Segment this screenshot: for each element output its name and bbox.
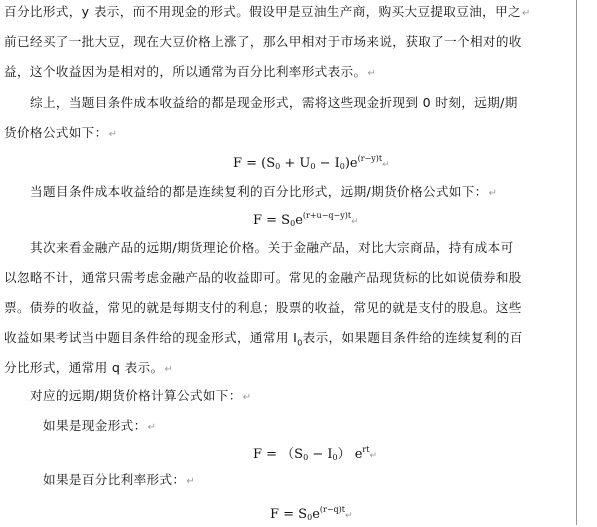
formula-percentage-financial: $F = S_0e^{(r-q)t}↵$	[270, 505, 353, 522]
text-line: 其次来看金融产品的远期/期货理论价格。关于金融产品，对比大宗商品，持有成本可	[30, 240, 514, 255]
text-line: 如果是现金形式：↵	[43, 418, 157, 433]
text-line: 票。债券的收益，常见的就是每期支付的利息；股票的收益，常见的就是支付的股息。这些	[4, 300, 522, 315]
paragraph-mark: ↵	[242, 392, 252, 403]
paragraph-mark: ↵	[488, 188, 498, 199]
formula-continuous-compounding: $F = S_0e^{(r+u-q-y)t}↵$	[253, 211, 359, 228]
text-line: 如果是百分比利率形式：↵	[43, 472, 196, 487]
text-line: 前已经买了一批大豆，现在大豆价格上涨了，那么甲相对于市场来说，获取了一个相对的收	[4, 34, 522, 49]
text-line: 益，这个收益因为是相对的，所以通常为百分比利率形式表示。↵	[4, 64, 377, 79]
paragraph-mark: ↵	[367, 68, 377, 79]
text-line: 对应的远期/期货价格计算公式如下：↵	[30, 388, 252, 403]
formula-cash-cost-income: $F = (S_0 + U_0$ − $I_0)e^{(r-y)t}↵$	[233, 154, 390, 171]
text-line: 货价格公式如下：↵	[4, 125, 118, 140]
text-line: 综上，当题目条件成本收益给的都是现金形式，需将这些现金折现到 0 时刻，远期/期	[30, 95, 518, 110]
paragraph-mark: ↵	[369, 451, 377, 461]
paragraph-mark: ↵	[186, 476, 196, 487]
paragraph-mark: ↵	[345, 511, 353, 521]
text-line: 以忽略不计，通常只需考虑金融产品的收益即可。常见的金融产品现货标的比如说债券和股	[4, 270, 522, 285]
paragraph-mark: ↵	[147, 422, 157, 433]
paragraph-mark: ↵	[108, 129, 118, 140]
text-line: 分比形式，通常用 q 表示。↵	[4, 360, 174, 375]
paragraph-mark: ↵	[382, 160, 390, 170]
paragraph-mark: ↵	[351, 217, 359, 227]
page-right-border	[576, 0, 577, 525]
formula-cash-financial: $F = (S_0 - I_0)$ $e^{rt}↵$	[253, 445, 377, 462]
text-line: 收益如果考试当中题目条件给的现金形式，通常用 $I_0$表示，如果题目条件给的连续复利的百	[4, 330, 523, 348]
text-line: 当题目条件成本收益给的都是连续复利的百分比形式，远期/期货价格公式如下：↵	[30, 184, 498, 199]
paragraph-mark: ↵	[164, 364, 174, 375]
paragraph-mark: ↵	[521, 8, 531, 19]
text-line: 百分比形式，y 表示，而不用现金的形式。假设甲是豆油生产商，购买大豆提取豆油，甲之↵	[4, 4, 531, 19]
